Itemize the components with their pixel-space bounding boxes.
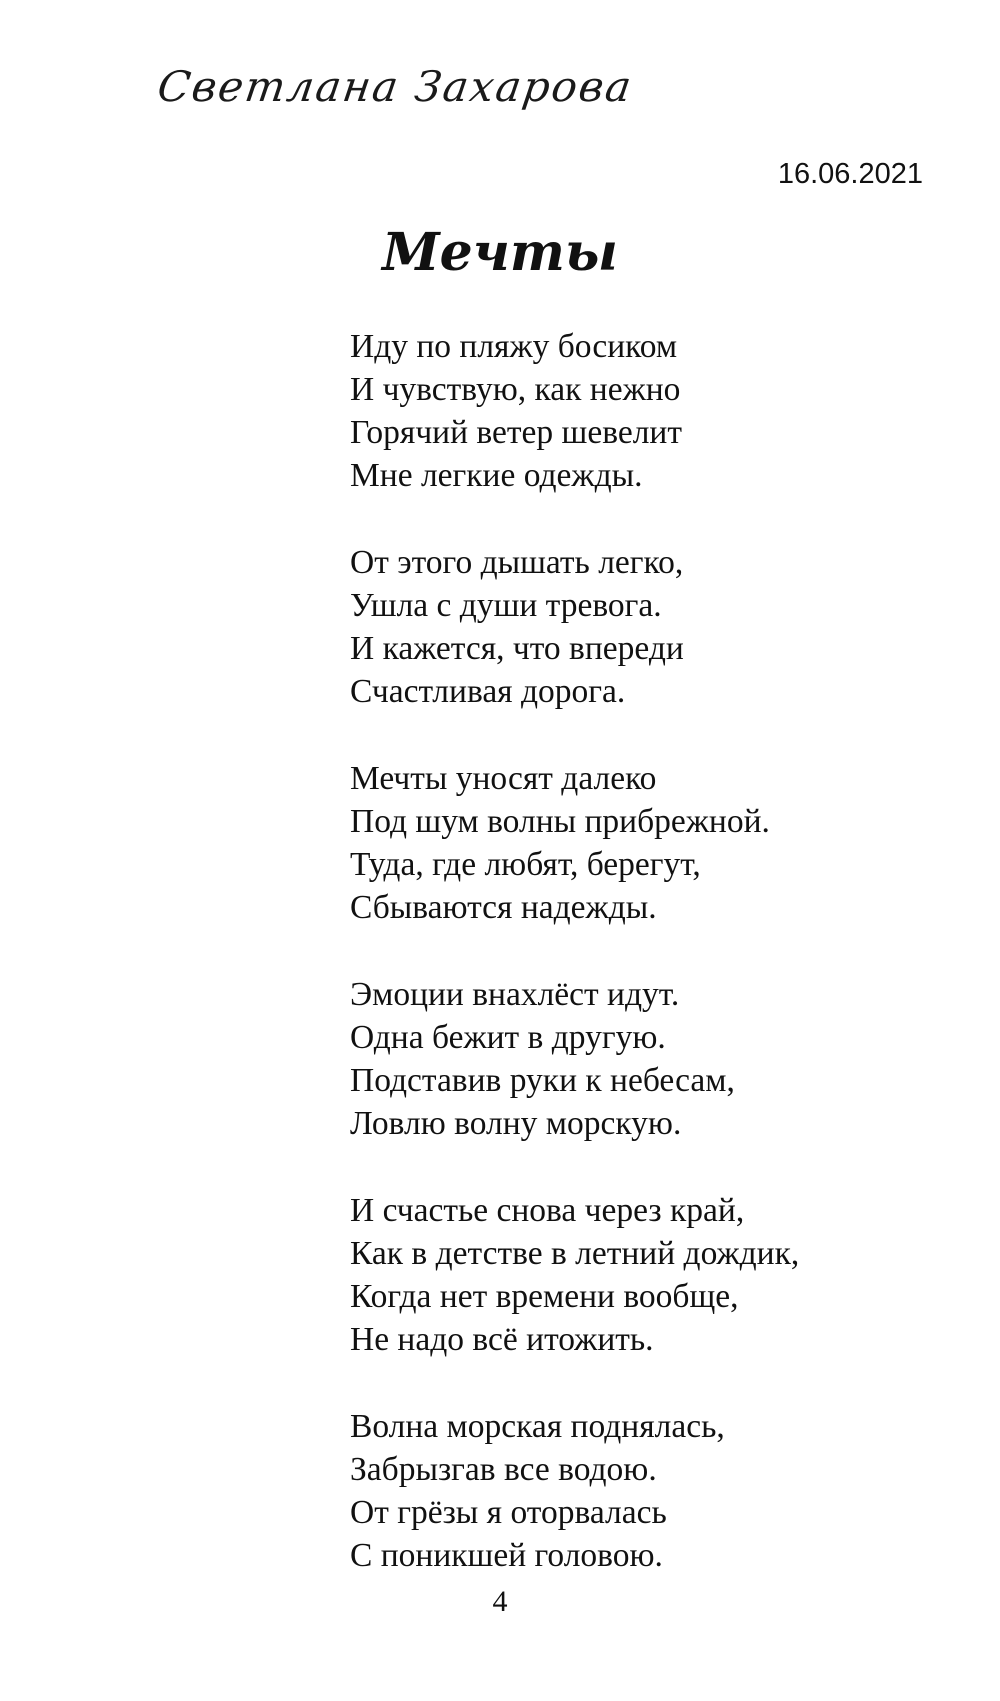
poem-line: Подставив руки к небесам,: [350, 1062, 735, 1099]
poem-line: И чувствую, как нежно: [350, 371, 681, 408]
poem-line: Мечты уносят далеко: [350, 760, 657, 797]
stanza-6: [350, 1405, 950, 1577]
poem-line: Не надо всё итожить.: [350, 1321, 654, 1358]
poem-line: Ушла с души тревога.: [350, 587, 662, 624]
page-number: 4: [492, 1585, 508, 1618]
stanza-4: [350, 973, 950, 1145]
poem-line: Туда, где любят, берегут,: [350, 846, 701, 883]
poem-line: Волна морская поднялась,: [350, 1408, 725, 1445]
poem-line: Под шум волны прибрежной.: [350, 803, 770, 840]
stanza-3: [350, 757, 950, 929]
stanza-2: [350, 541, 950, 713]
poem-line: Сбываются надежды.: [350, 889, 657, 926]
poem-line: От грёзы я оторвалась: [350, 1494, 667, 1531]
poem-line: Горячий ветер шевелит: [350, 414, 682, 451]
poem-line: Мне легкие одежды.: [350, 457, 643, 494]
poem-body: [350, 325, 950, 1621]
poem-title: Мечты: [382, 222, 618, 283]
poem-line: С поникшей головою.: [350, 1537, 663, 1574]
poem-line: Эмоции внахлёст идут.: [350, 976, 680, 1013]
poem-line: Когда нет времени вообще,: [350, 1278, 739, 1315]
poem-line: Иду по пляжу босиком: [350, 328, 678, 365]
poem-line: Счастливая дорога.: [350, 673, 626, 710]
poem-line: Одна бежит в другую.: [350, 1019, 666, 1056]
poem-date: 16.06.2021: [777, 158, 923, 190]
poem-line: От этого дышать легко,: [350, 544, 684, 581]
stanza-5: [350, 1189, 950, 1361]
poem-line: И кажется, что впереди: [350, 630, 684, 667]
stanza-1: [350, 325, 950, 497]
author-signature: Светлана Захарова: [154, 62, 637, 111]
poem-line: Забрызгав все водою.: [350, 1451, 657, 1488]
poem-line: Ловлю волну морскую.: [350, 1105, 682, 1142]
poem-line: Как в детстве в летний дождик,: [350, 1235, 800, 1272]
poem-line: И счастье снова через край,: [350, 1192, 745, 1229]
